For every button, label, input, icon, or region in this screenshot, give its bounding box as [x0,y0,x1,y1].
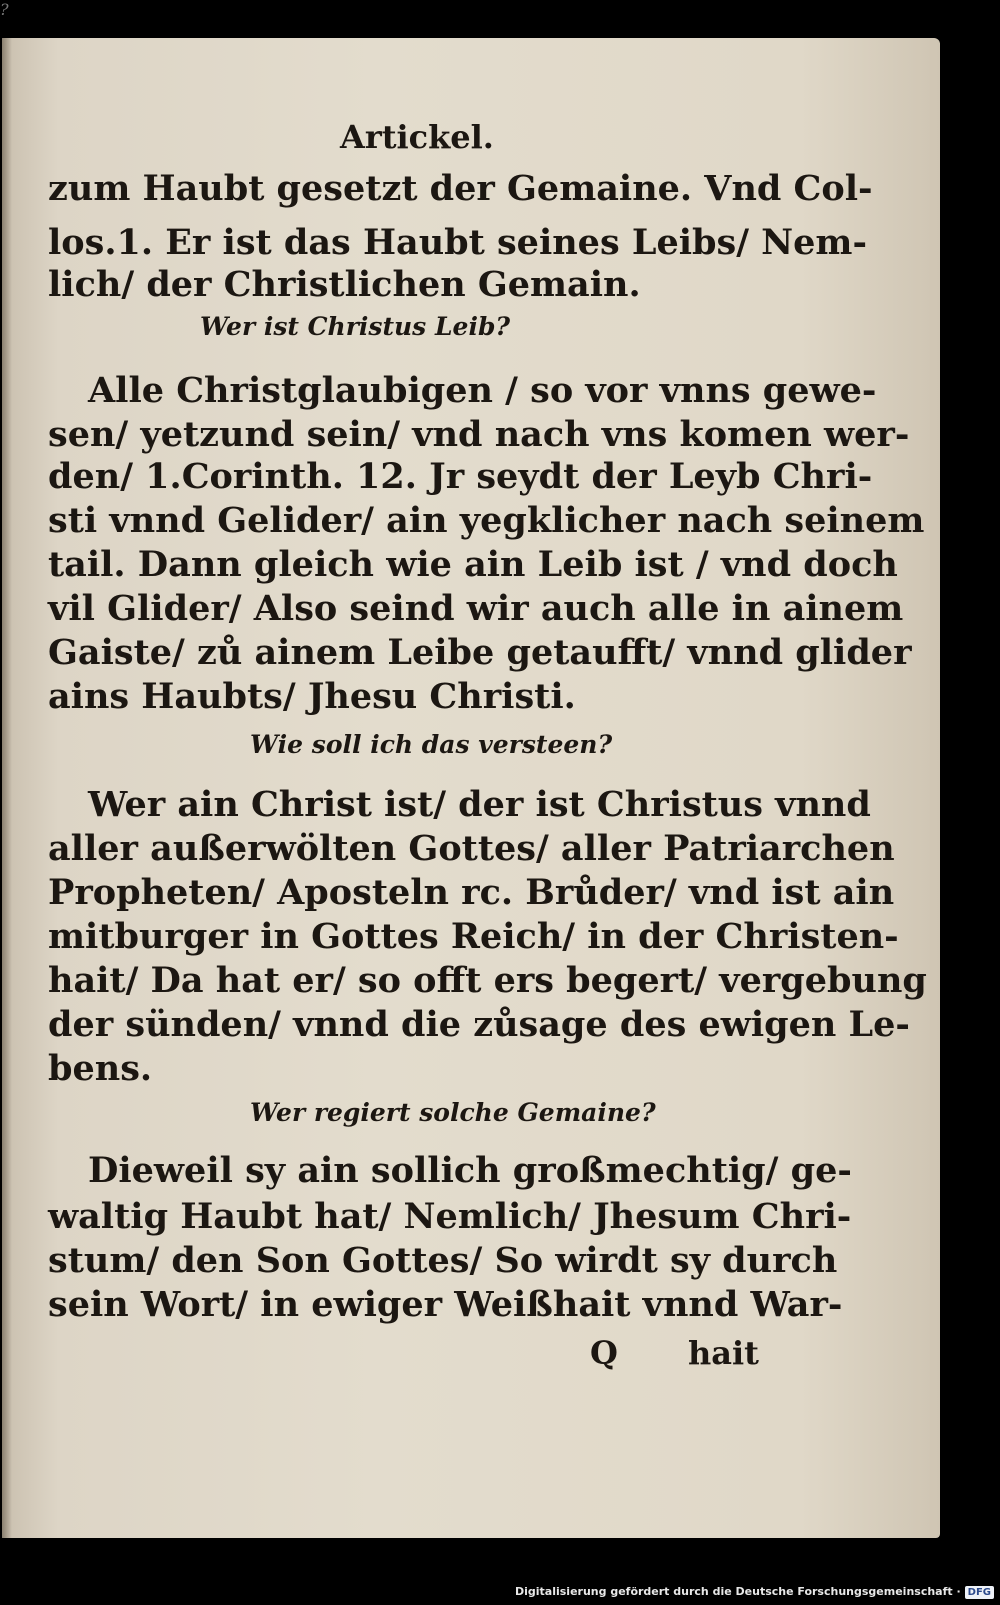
digitization-footer [515,1585,994,1599]
text-line: aller außerwölten Gottes/ aller Patriarchen [48,828,895,869]
text-line: sen/ yetzund sein/ vnd nach vns komen wer- [48,414,910,455]
dfg-logo[interactable]: DFG [965,1586,994,1599]
footer-text: Digitalisierung gefördert durch die Deutsche Forschungsgemeinschaft · [514,1585,961,1598]
text-line: zum Haubt gesetzt der Gemaine. Vnd Col- [48,168,873,209]
running-title: Artickel. [340,118,494,156]
text-line: Alle Christglaubigen / so vor vnns gewe- [88,370,877,411]
text-line: den/ 1.Corinth. 12. Jr seydt der Leyb Chri- [48,456,873,497]
text-line: sein Wort/ in ewiger Weißhait vnnd War- [48,1284,843,1325]
text-line: tail. Dann gleich wie ain Leib ist / vnd doch [48,544,898,585]
text-line: stum/ den Son Gottes/ So wirdt sy durch [48,1240,838,1281]
text-line: vil Glider/ Also seind wir auch alle in ainem [48,588,904,629]
question-heading: Wer regiert solche Gemaine? [250,1098,656,1127]
text-line: lich/ der Christlichen Gemain. [48,264,641,305]
text-line: Propheten/ Aposteln rc. Brůder/ vnd ist ain [48,872,895,913]
text-line: hait/ Da hat er/ so offt ers begert/ vergebung [48,960,927,1001]
text-line: sti vnnd Gelider/ ain yegklicher nach seinem [48,500,925,541]
question-heading: Wie soll ich das versteen? [250,730,613,759]
text-line: der sünden/ vnnd die zůsage des ewigen Le- [48,1004,910,1045]
signature-mark: Q [590,1334,618,1372]
text-line: bens. [48,1048,153,1089]
text-line: Dieweil sy ain sollich großmechtig/ ge- [88,1150,852,1191]
text-line: los.1. Er ist das Haubt seines Leibs/ Nem- [48,222,867,263]
previous-page-edge: ? [0,0,9,19]
text-line: ains Haubts/ Jhesu Christi. [48,676,576,717]
page-gutter-shadow [2,38,12,1538]
question-heading: Wer ist Christus Leib? [200,312,511,341]
text-line: mitburger in Gottes Reich/ in der Christen- [48,916,899,957]
text-line: Wer ain Christ ist/ der ist Christus vnnd [88,784,871,825]
text-line: waltig Haubt hat/ Nemlich/ Jhesum Chri- [48,1196,852,1237]
catchword: hait [688,1334,759,1372]
text-line: Gaiste/ zů ainem Leibe getaufft/ vnnd glider [48,632,912,673]
